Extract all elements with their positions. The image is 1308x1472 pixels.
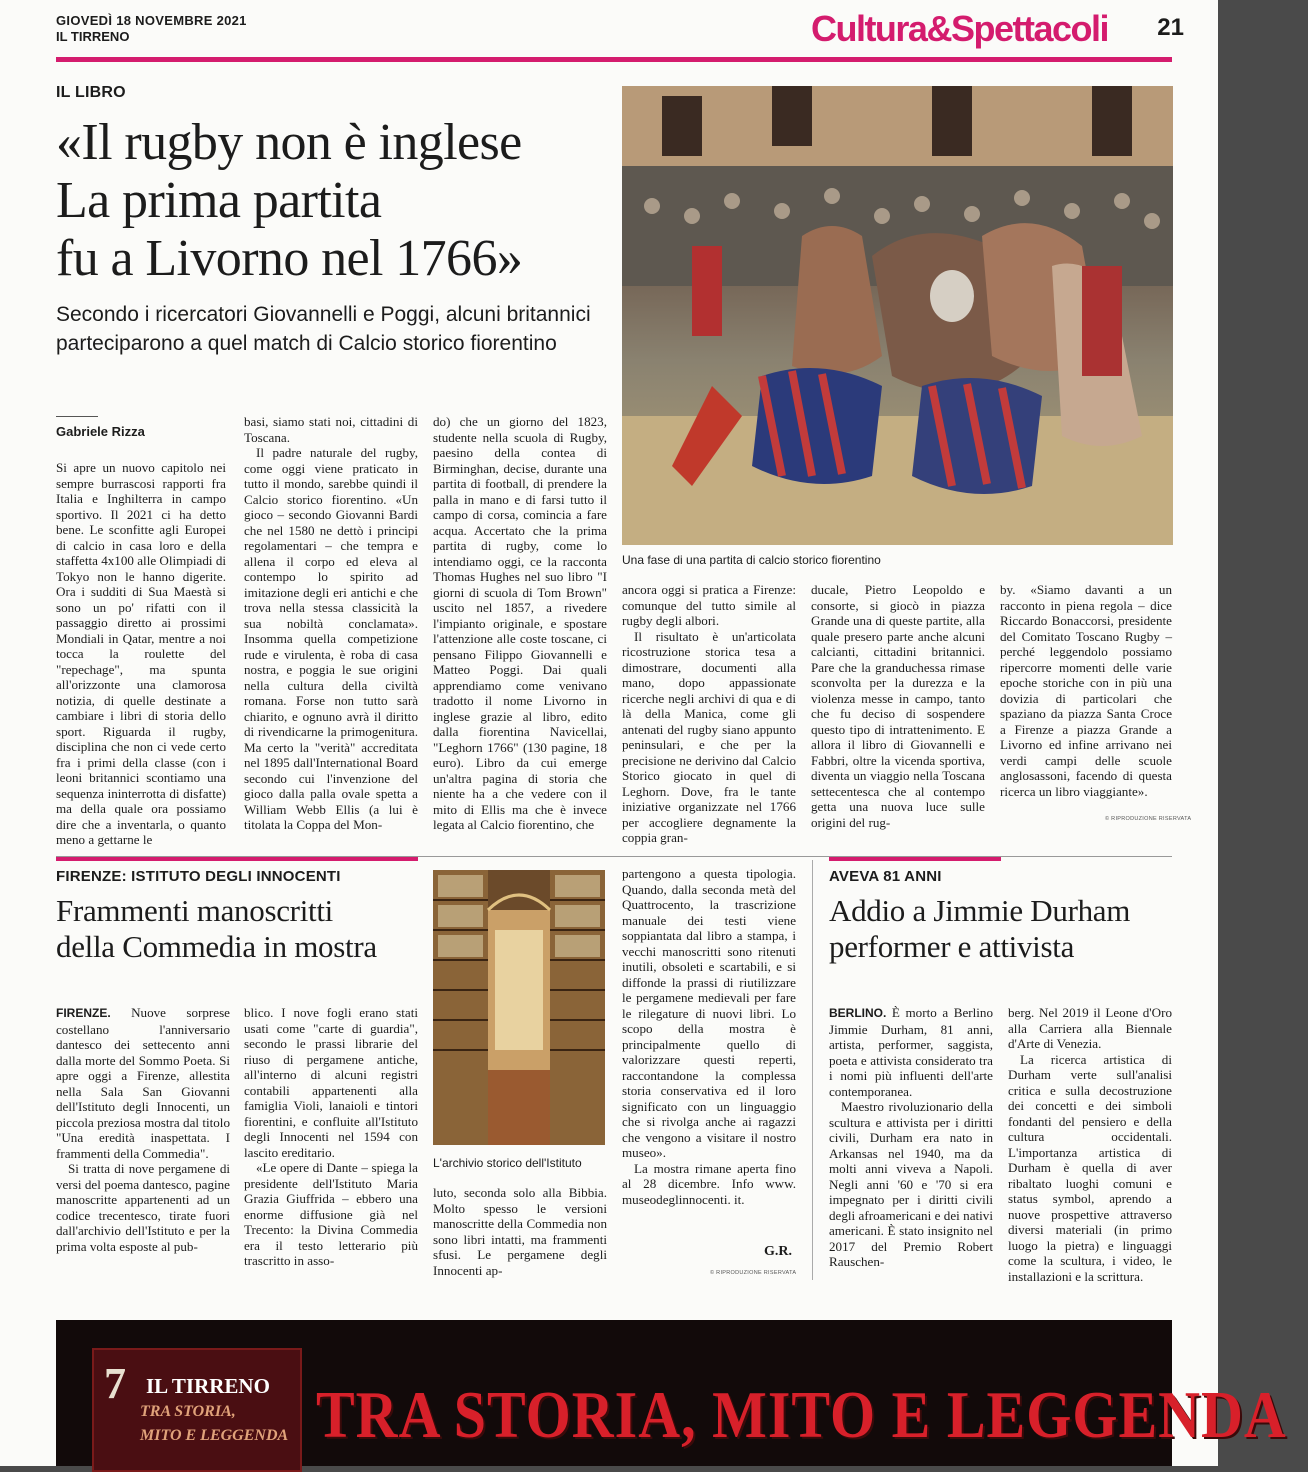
series-number: 7: [104, 1359, 126, 1408]
paragraph: luto, seconda solo alla Bibbia. Molto spesso le versioni manoscritte della Commedia non sono libri intatti, ma frammenti sfusi. Le pergamene degli Innocenti ap-: [433, 1185, 607, 1278]
main-subhead: Secondo i ricercatori Giovannelli e Poggi, alcuni britannici parteciparono a quel match di Calcio storico fiorentino: [56, 303, 591, 355]
banner-headline: TRA STORIA, MITO E LEGGENDA: [316, 1377, 1287, 1452]
paragraph: ducale, Pietro Leopoldo e consorte, si giocò in piazza Grande una di queste partite, alla quale presero parte anche alcuni calcianti, cittadini britannici. Pare che la granduchessa rimase sconvolta per la durezza e la violenza messe in campo, tanto che fu deciso di sospendere questo tipo di intrattenimento. E allora il libro di Giovannelli e Fabbri, oltre la vicenda sportiva, diventa un viaggio nella Toscana settecentesca che al contempo getta una nuova luce sulle origini del rug-: [811, 582, 985, 830]
third-col-1: [829, 1005, 993, 1270]
main-col-5: [811, 582, 985, 830]
paragraph: do) che un giorno del 1823, studente nella scuola di Rugby, paesino della contea di Birminghan, decise, durante una partita di football, di prendere la palla in mano e di farsi tutto il campo di corsa, comincia a fare acqua. Accertato che la prima partita di rugby, come lo intendiamo oggi, ce la racconta Thomas Hughes nel suo libro "I giorni di scuola di Tom Brown" uscito nel 1857, a rivedere l'impianto originale, e spostare l'attenzione alle coste toscane, ci pensano Filippo Giovannelli e Matteo Poggi. Dai quali apprendiamo come venivano tradotto il nome Livorno in inglese grazie al libro, edito dalla fiorentina Navicellai, "Leghorn 1766" (130 pagine, 18 euro). Libro da cui emerge un'altra pagina di storia che niente ha a che vedere con il mito di Ellis ma che è invece legata al Calcio fiorentino, che: [433, 414, 607, 832]
book-cover: [92, 1348, 302, 1472]
headline-line-2: della Commedia in mostra: [56, 929, 377, 964]
main-col-6: [1000, 582, 1172, 799]
paragraph: [829, 1005, 993, 1099]
main-col-3: [433, 414, 607, 833]
second-kicker: FIRENZE: ISTITUTO DEGLI INNOCENTI: [56, 868, 341, 885]
paragraph: Si apre un nuovo capitolo nei sempre burrascosi rapporti fra Italia e Inghilterra in campo sportivo. Il 2021 ci ha detto bene. Le sconfitte agli Europei di calcio in casa loro e della staffetta 4x100 alle Olimpiadi di Tokyo non le hanno digerite. Ora i sudditi di Sua Maestà si sono un po' rifatti con il passaggio diretto ai prossimi Mondiali in Qatar, mentre a noi tocca la roulette del "repechage", ma spunta all'orizzonte una clamorosa notizia, di quelle destinate a cambiare i libri di storia dello sport. Riguarda il rugby, disciplina che non ci vede certo fra i primi della classe (con i leoni britannici scontiamo una sequenza ininterrotta di disfatte) ma della quale ora possiamo dire che a inventarla, o quanto meno a gettarne le: [56, 460, 226, 847]
paragraph: [56, 1005, 230, 1161]
headline-line-3: fu a Livorno nel 1766»: [56, 230, 523, 287]
main-headline: [56, 114, 616, 288]
main-col-1: [56, 460, 226, 848]
paragraph: partengono a questa tipologia. Quando, dalla seconda metà del Quattrocento, la trascrizione manuale dei testi viene soppiantata dal libro a stampa, i vecchi manoscritti sono ritenuti inutili, obsoleti e scartabili, e si diffonde la prassi di riutilizzare le pergamene medievali per fare le rilegature di nuovi libri. Lo scopo della mostra è principalmente quello di valorizzare questi reperti, raccontandone la complessa storia conservativa ed il loro significato con un linguaggio che si rivolga anche ai ragazzi che vengono a visitare il nostro museo».: [622, 866, 796, 1160]
paragraph: «Le opere di Dante – spiega la presidente dell'Istituto Maria Grazia Giuffrida – ebbero una enorme diffusione già nel Trecento: la Divina Commedia era il testo letterario più trascritto in asso-: [244, 1160, 418, 1268]
third-accent-rule: [829, 857, 1001, 861]
third-kicker: AVEVA 81 ANNI: [829, 868, 942, 885]
second-accent-rule: [56, 857, 418, 861]
cover-subtitle: [140, 1400, 288, 1448]
section-title: Cultura&Spettacoli: [810, 8, 1108, 49]
signature: G.R.: [764, 1244, 792, 1259]
headline-line-2: La prima partita: [56, 172, 382, 229]
cover-title: IL TIRRENO: [146, 1374, 270, 1398]
paragraph: by. «Siamo davanti a un racconto in piena regola – dice Riccardo Bonaccorsi, presidente del Comitato Toscano Rugby – perché leggendolo possiamo ripercorre momenti delle varie epoche storiche con in più una dovizia di particolari che spaziano da piazza Santa Croce a Firenze a piazza Grande a Livorno ed infine arrivano nei verdi campi delle scuole anglosassoni, facendo di questa ricerca un libro viaggiante».: [1000, 582, 1172, 799]
archive-photo-caption: L'archivio storico dell'Istituto: [433, 1156, 582, 1170]
cover-subtitle-line: TRA STORIA,: [140, 1403, 236, 1420]
second-col-2: [244, 1005, 418, 1269]
paragraph: La mostra rimane aperta fino al 28 dicembre. Info www. museodeglinnocenti. it.: [622, 1160, 796, 1207]
byline-rule: [56, 416, 98, 417]
headline-line-2: performer e attivista: [829, 929, 1075, 964]
publication-name: IL TIRRENO: [56, 29, 130, 44]
headline-line-1: «Il rugby non è inglese: [56, 114, 522, 171]
archive-photo-graphic: [433, 870, 605, 1145]
paragraph: Si tratta di nove pergamene di versi del poema dantesco, pagine manoscritte appartenenti ad un codice trecentesco, tirate fuori dall'archivio dell'Istituto e per la prima volta esposte al pub-: [56, 1161, 230, 1254]
cover-subtitle-line: MITO E LEGGENDA: [140, 1427, 289, 1444]
main-kicker: IL LIBRO: [56, 84, 126, 101]
paragraph-text: È morto a Berlino Jimmie Durham, 81 anni, artista, performer, saggista, poeta e attivista considerato tra i nomi più influenti dell'arte contemporanea.: [829, 1005, 993, 1099]
rugby-photo-caption: Una fase di una partita di calcio storico fiorentino: [622, 553, 881, 567]
byline: Gabriele Rizza: [56, 424, 145, 439]
dateline: FIRENZE.: [56, 1006, 111, 1020]
third-col-2: [1008, 1005, 1172, 1284]
second-col-4: [622, 866, 796, 1207]
third-headline: [829, 893, 1179, 965]
issue-date: GIOVEDÌ 18 NOVEMBRE 2021: [56, 13, 247, 28]
copyright-note: © RIPRODUZIONE RISERVATA: [710, 1270, 797, 1276]
second-col-3: [433, 1185, 607, 1278]
paragraph: Maestro rivoluzionario della scultura e attivista per i diritti civili, Durham era nato in Arkansas nel 1940, ma da molti anni viveva a Napoli. Negli anni '60 e '70 si era impegnato per i diritti civili degli afroamericani e dei nativi americani. È stato insignito nel 2017 del Premio Robert Rauschen-: [829, 1099, 993, 1269]
copyright-note: © RIPRODUZIONE RISERVATA: [1105, 816, 1192, 822]
paragraph: basi, siamo stati noi, cittadini di Toscana.: [244, 414, 418, 445]
rugby-photo-graphic: [622, 86, 1173, 545]
dateline: BERLINO.: [829, 1006, 887, 1020]
paragraph: Il padre naturale del rugby, come oggi viene praticato in tutto il mondo, sarebbe quindi il Calcio storico fiorentino. «Un gioco – secondo Giovanni Bardi che nel 1580 ne dettò i principi regolamentari – che tempra e allena il corpo ed eleva al contempo lo spirito ad imitazione degli eri antichi e che trova nella stessa classicità la sua nobiltà conclamata». Insomma quella competizione rude e virulenta, è roba di casa nostra, e poggia le sue origini nella cultura della civiltà romana. Forse non tutto sarà chiarito, e ognuno avrà il diritto di rivendicarne la primogenitura. Ma certo la "verità" accreditata nel 1895 dall'International Board secondo cui l'invenzione del gioco dalla palla ovale spetta a William Webb Ellis (a lui è titolata la Coppa del Mon-: [244, 445, 418, 832]
main-col-2: [244, 414, 418, 833]
paragraph: La ricerca artistica di Durham verte sull'analisi critica e sulla decostruzione dei concetti e dei simboli fondanti del pensiero e della cultura occidentali. L'importanza artistica di Durham è quella di aver ribaltato luoghi comuni e status symbol, aprendo a nuove prospettive attraverso diversi materiali (in primo luogo la pietra) e linguaggi come la scultura, i video, le installazioni e la scrittura.: [1008, 1051, 1172, 1284]
paragraph: berg. Nel 2019 il Leone d'Oro alla Carriera alla Biennale d'Arte di Venezia.: [1008, 1005, 1172, 1051]
second-col-1: [56, 1005, 230, 1254]
archive-photo: [433, 870, 605, 1145]
main-col-4: [622, 582, 796, 846]
paragraph: ancora oggi si pratica a Firenze: comunque del tutto simile al rugby degli albori.: [622, 582, 796, 628]
paragraph-text: Nuove sorprese costellano l'anniversario dantesco dei settecento anni dalla morte del Sommo Poeta. Si apre oggi a Firenze, allestita nella Sala San Giovanni dell'Istituto degli Innocenti, un piccola preziosa mostra dal titolo "Una eredità inaspettata. I frammenti della Commedia".: [56, 1005, 230, 1161]
column-divider: [812, 860, 813, 1280]
page-number: 21: [1157, 14, 1184, 41]
second-headline: [56, 893, 426, 965]
rugby-photo: [622, 86, 1173, 545]
headline-line-1: Frammenti manoscritti: [56, 893, 333, 928]
paragraph: blico. I nove fogli erano stati usati come "carte di guardia", secondo le prassi librarie del riuso di pergamene antiche, all'interno di alcuni registri contabili appartenenti alla famiglia Violi, lanaioli e tintori fiorentini, e confluite all'Istituto degli Innocenti nel 1594 con lascito ereditario.: [244, 1005, 418, 1160]
promo-banner[interactable]: [56, 1320, 1287, 1466]
headline-line-1: Addio a Jimmie Durham: [829, 893, 1131, 928]
paragraph: Il risultato è un'articolata ricostruzione storica tesa a dimostrare, documenti alla mano, dopo appassionate ricerche negli archivi di qua e di là della Manica, come gli antenati del rugby siano appunto peninsulari, e che per la precisione ne derivino dal Calcio Storico giocato in quel di Leghorn. Dove, fra le tante iniziative organizzate nel 1766 per accogliere degnamente la coppia gran-: [622, 628, 796, 845]
header-rule: [56, 57, 1172, 62]
